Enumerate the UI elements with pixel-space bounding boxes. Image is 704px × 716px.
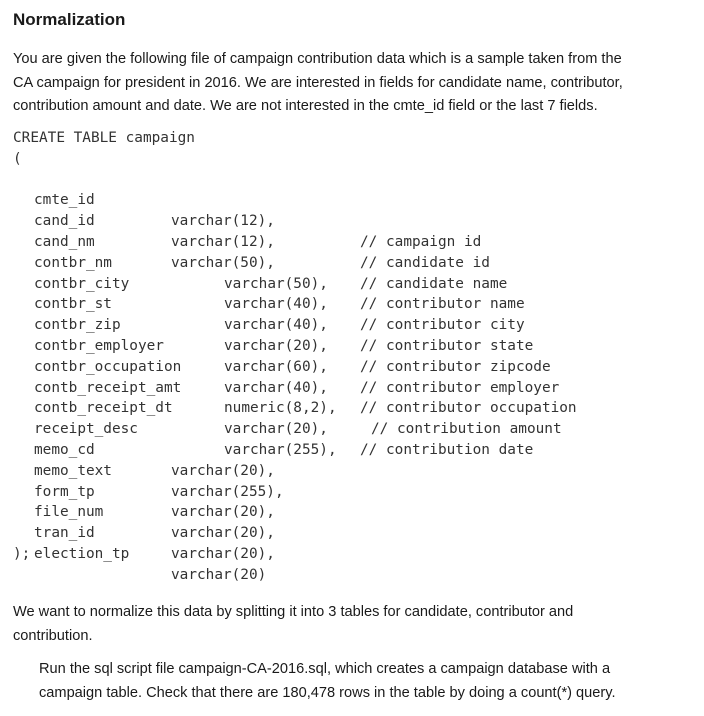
column-comment: // contributor state [360, 337, 534, 354]
column-name: contbr_city [34, 275, 130, 292]
column-comment: // contribution amount [371, 421, 562, 438]
column-name: memo_cd [34, 441, 95, 458]
column-name: contb_receipt_dt [34, 400, 173, 417]
intro-line: CA campaign for president in 2016. We are interested in fields for candidate name, contributor, [13, 74, 623, 91]
column-name: receipt_desc [34, 421, 138, 438]
column-name: cand_nm [34, 233, 95, 250]
column-comment: // candidate id [360, 254, 490, 271]
instruction-line: campaign table. Check that there are 180,478 rows in the table by doing a count(*) query. [39, 684, 616, 701]
normalize-line: We want to normalize this data by splitting it into 3 tables for candidate, contributor and [13, 604, 574, 620]
column-type: varchar(20), [171, 504, 275, 521]
sql-code-block [13, 128, 577, 583]
column-name: contbr_st [34, 296, 112, 313]
column-comment: // contributor city [360, 317, 525, 334]
column-name: contbr_zip [34, 317, 121, 334]
column-name: contbr_occupation [34, 358, 182, 375]
column-name: contbr_employer [34, 337, 164, 354]
column-comment: // contributor zipcode [360, 358, 551, 375]
column-type: varchar(40), [224, 379, 328, 396]
column-comment: // candidate name [360, 275, 508, 292]
column-name: file_num [34, 504, 104, 521]
intro-line: contribution amount and date. We are not interested in the cmte_id field or the last 7 fields. [13, 98, 598, 114]
column-type: numeric(8,2), [224, 400, 337, 417]
intro-line: You are given the following file of campaign contribution data which is a sample taken from the [13, 51, 622, 67]
column-type: varchar(50), [224, 275, 328, 292]
page-heading: Normalization [13, 10, 126, 29]
column-type: varchar(12), [171, 233, 275, 250]
normalize-line: contribution. [13, 627, 93, 644]
column-comment: // contributor occupation [360, 400, 577, 417]
column-type: varchar(20), [171, 545, 275, 562]
column-name: election_tp [34, 545, 130, 562]
column-type: varchar(20), [224, 421, 328, 438]
column-type: varchar(12), [171, 213, 275, 230]
column-name: contb_receipt_amt [34, 379, 182, 396]
create-table-line: CREATE TABLE campaign [13, 130, 195, 146]
column-name: cand_id [34, 213, 95, 230]
column-type: varchar(20) [171, 566, 267, 583]
instruction-paragraph [39, 658, 699, 705]
instruction-line: Run the sql script file campaign-CA-2016.sql, which creates a campaign database with a [39, 661, 611, 677]
column-type: varchar(20), [171, 462, 275, 479]
column-type: varchar(20), [171, 525, 275, 542]
column-name: form_tp [34, 483, 95, 500]
open-paren-line: ( [13, 150, 22, 167]
column-type: varchar(255), [171, 483, 284, 500]
column-type: varchar(40), [224, 317, 328, 334]
column-name: tran_id [34, 525, 95, 542]
column-comment: // campaign id [360, 233, 482, 250]
column-type: varchar(20), [224, 337, 328, 354]
column-type: varchar(40), [224, 296, 328, 313]
column-type: varchar(50), [171, 254, 275, 271]
column-name: memo_text [34, 462, 112, 479]
intro-paragraph [13, 48, 697, 119]
column-name: contbr_nm [34, 254, 112, 271]
column-def [13, 523, 267, 583]
column-comment: // contributor name [360, 296, 525, 313]
column-type: varchar(60), [224, 358, 328, 375]
normalize-paragraph [13, 601, 697, 648]
column-name: cmte_id [34, 192, 95, 209]
close-paren-line: ); [13, 545, 31, 562]
column-comment: // contributor employer [360, 379, 560, 396]
column-type: varchar(255), [224, 441, 337, 458]
column-comment: // contribution date [360, 441, 534, 458]
